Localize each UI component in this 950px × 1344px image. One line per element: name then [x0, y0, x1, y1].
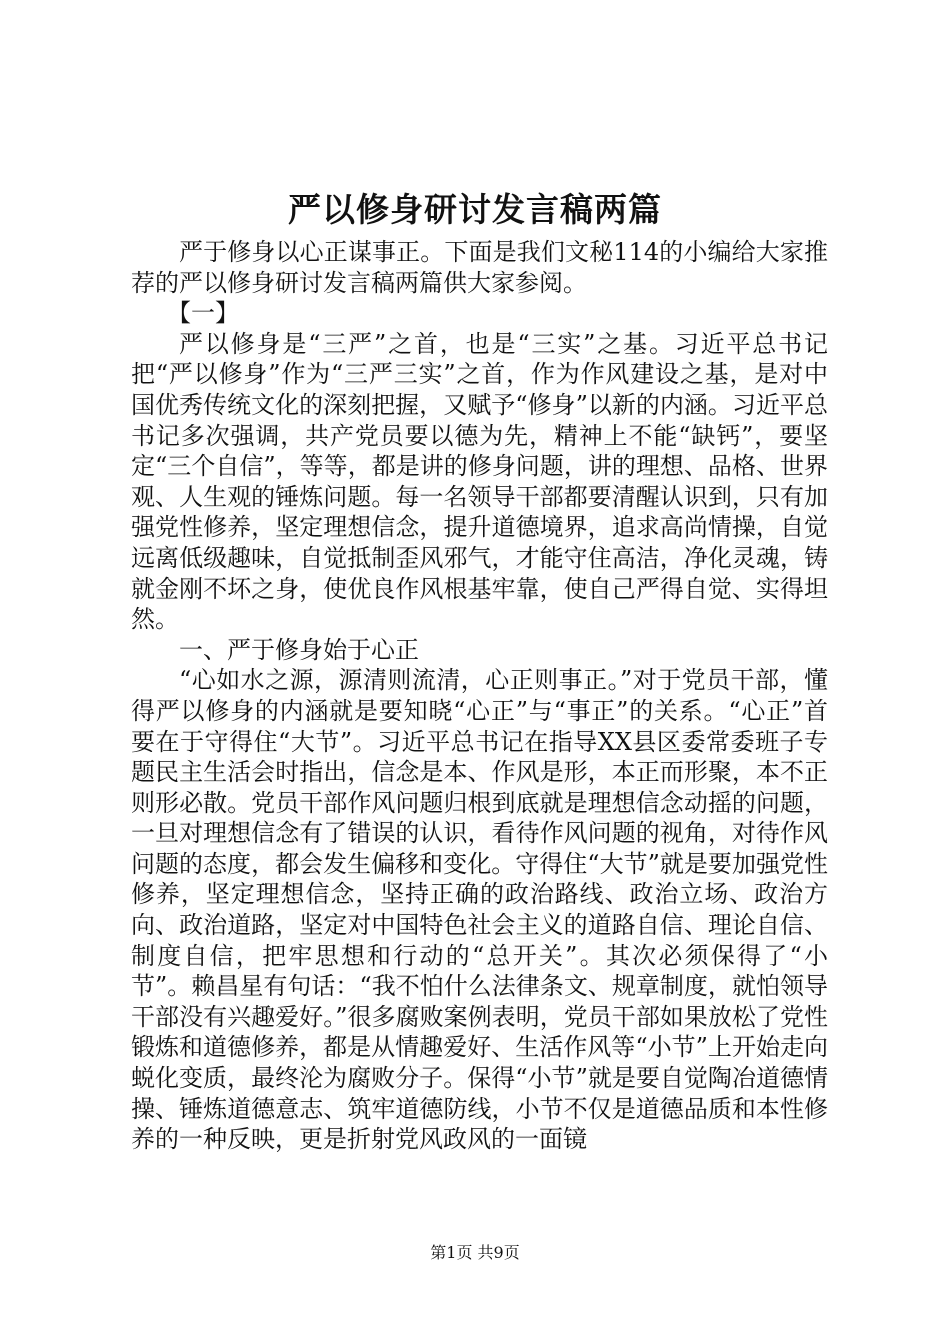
body-paragraph: 严以修身是“三严”之首，也是“三实”之基。习近平总书记把“严以修身”作为“三严三实”之首，作为作风建设之基，是对中国优秀传统文化的深刻把握，又赋予“修身”以新的内涵。习近平总书记多次强调，共产党员要以德为先，精神上不能“缺钙”，要坚定“三个自信”，等等，都是讲的修身问题，讲的理想、品格、世界观、人生观的锤炼问题。每一名领导干部都要清醒认识到，只有加强党性修养，坚定理想信念，提升道德境界，追求高尚情操，自觉远离低级趣味，自觉抵制歪风邪气，才能守住高洁，净化灵魂，铸就金刚不坏之身，使优良作风根基牢靠，使自己严得自觉、实得坦然。 [131, 329, 828, 634]
document-title: 严以修身研讨发言稿两篇 [288, 190, 662, 229]
document-body [131, 237, 828, 1155]
body-paragraph: “心如水之源，源清则流清，心正则事正。”对于党员干部，懂得严以修身的内涵就是要知晓“心正”与“事正”的关系。“心正”首要在于守得住“大节”。习近平总书记在指导XX县区委常委班子专题民主生活会时指出，信念是本、作风是形，本正而形聚，本不正则形必散。党员干部作风问题归根到底就是理想信念动摇的问题，一旦对理想信念有了错误的认识，看待作风问题的视角，对待作风问题的态度，都会发生偏移和变化。守得住“大节”就是要加强党性修养，坚定理想信念，坚持正确的政治路线、政治立场、政治方向、政治道路，坚定对中国特色社会主义的道路自信、理论自信、制度自信，把牢思想和行动的“总开关”。其次必须保得了“小节”。赖昌星有句话：“我不怕什么法律条文、规章制度，就怕领导干部没有兴趣爱好。”很多腐败案例表明，党员干部如果放松了党性锻炼和道德修养，都是从情趣爱好、生活作风等“小节”上开始走向蜕化变质，最终沦为腐败分子。保得“小节”就是要自觉陶冶道德情操、锤炼道德意志、筑牢道德防线，小节不仅是道德品质和本性修养的一种反映，更是折射党风政风的一面镜 [131, 666, 828, 1154]
subsection-heading: 一、严于修身始于心正 [179, 635, 419, 664]
section-heading-one: 【一】 [167, 299, 239, 328]
intro-paragraph: 严于修身以心正谋事正。下面是我们文秘114的小编给大家推荐的严以修身研讨发言稿两篇供大家参阅。 [131, 238, 828, 297]
page-footer: 第1页 共9页 [430, 1243, 520, 1262]
